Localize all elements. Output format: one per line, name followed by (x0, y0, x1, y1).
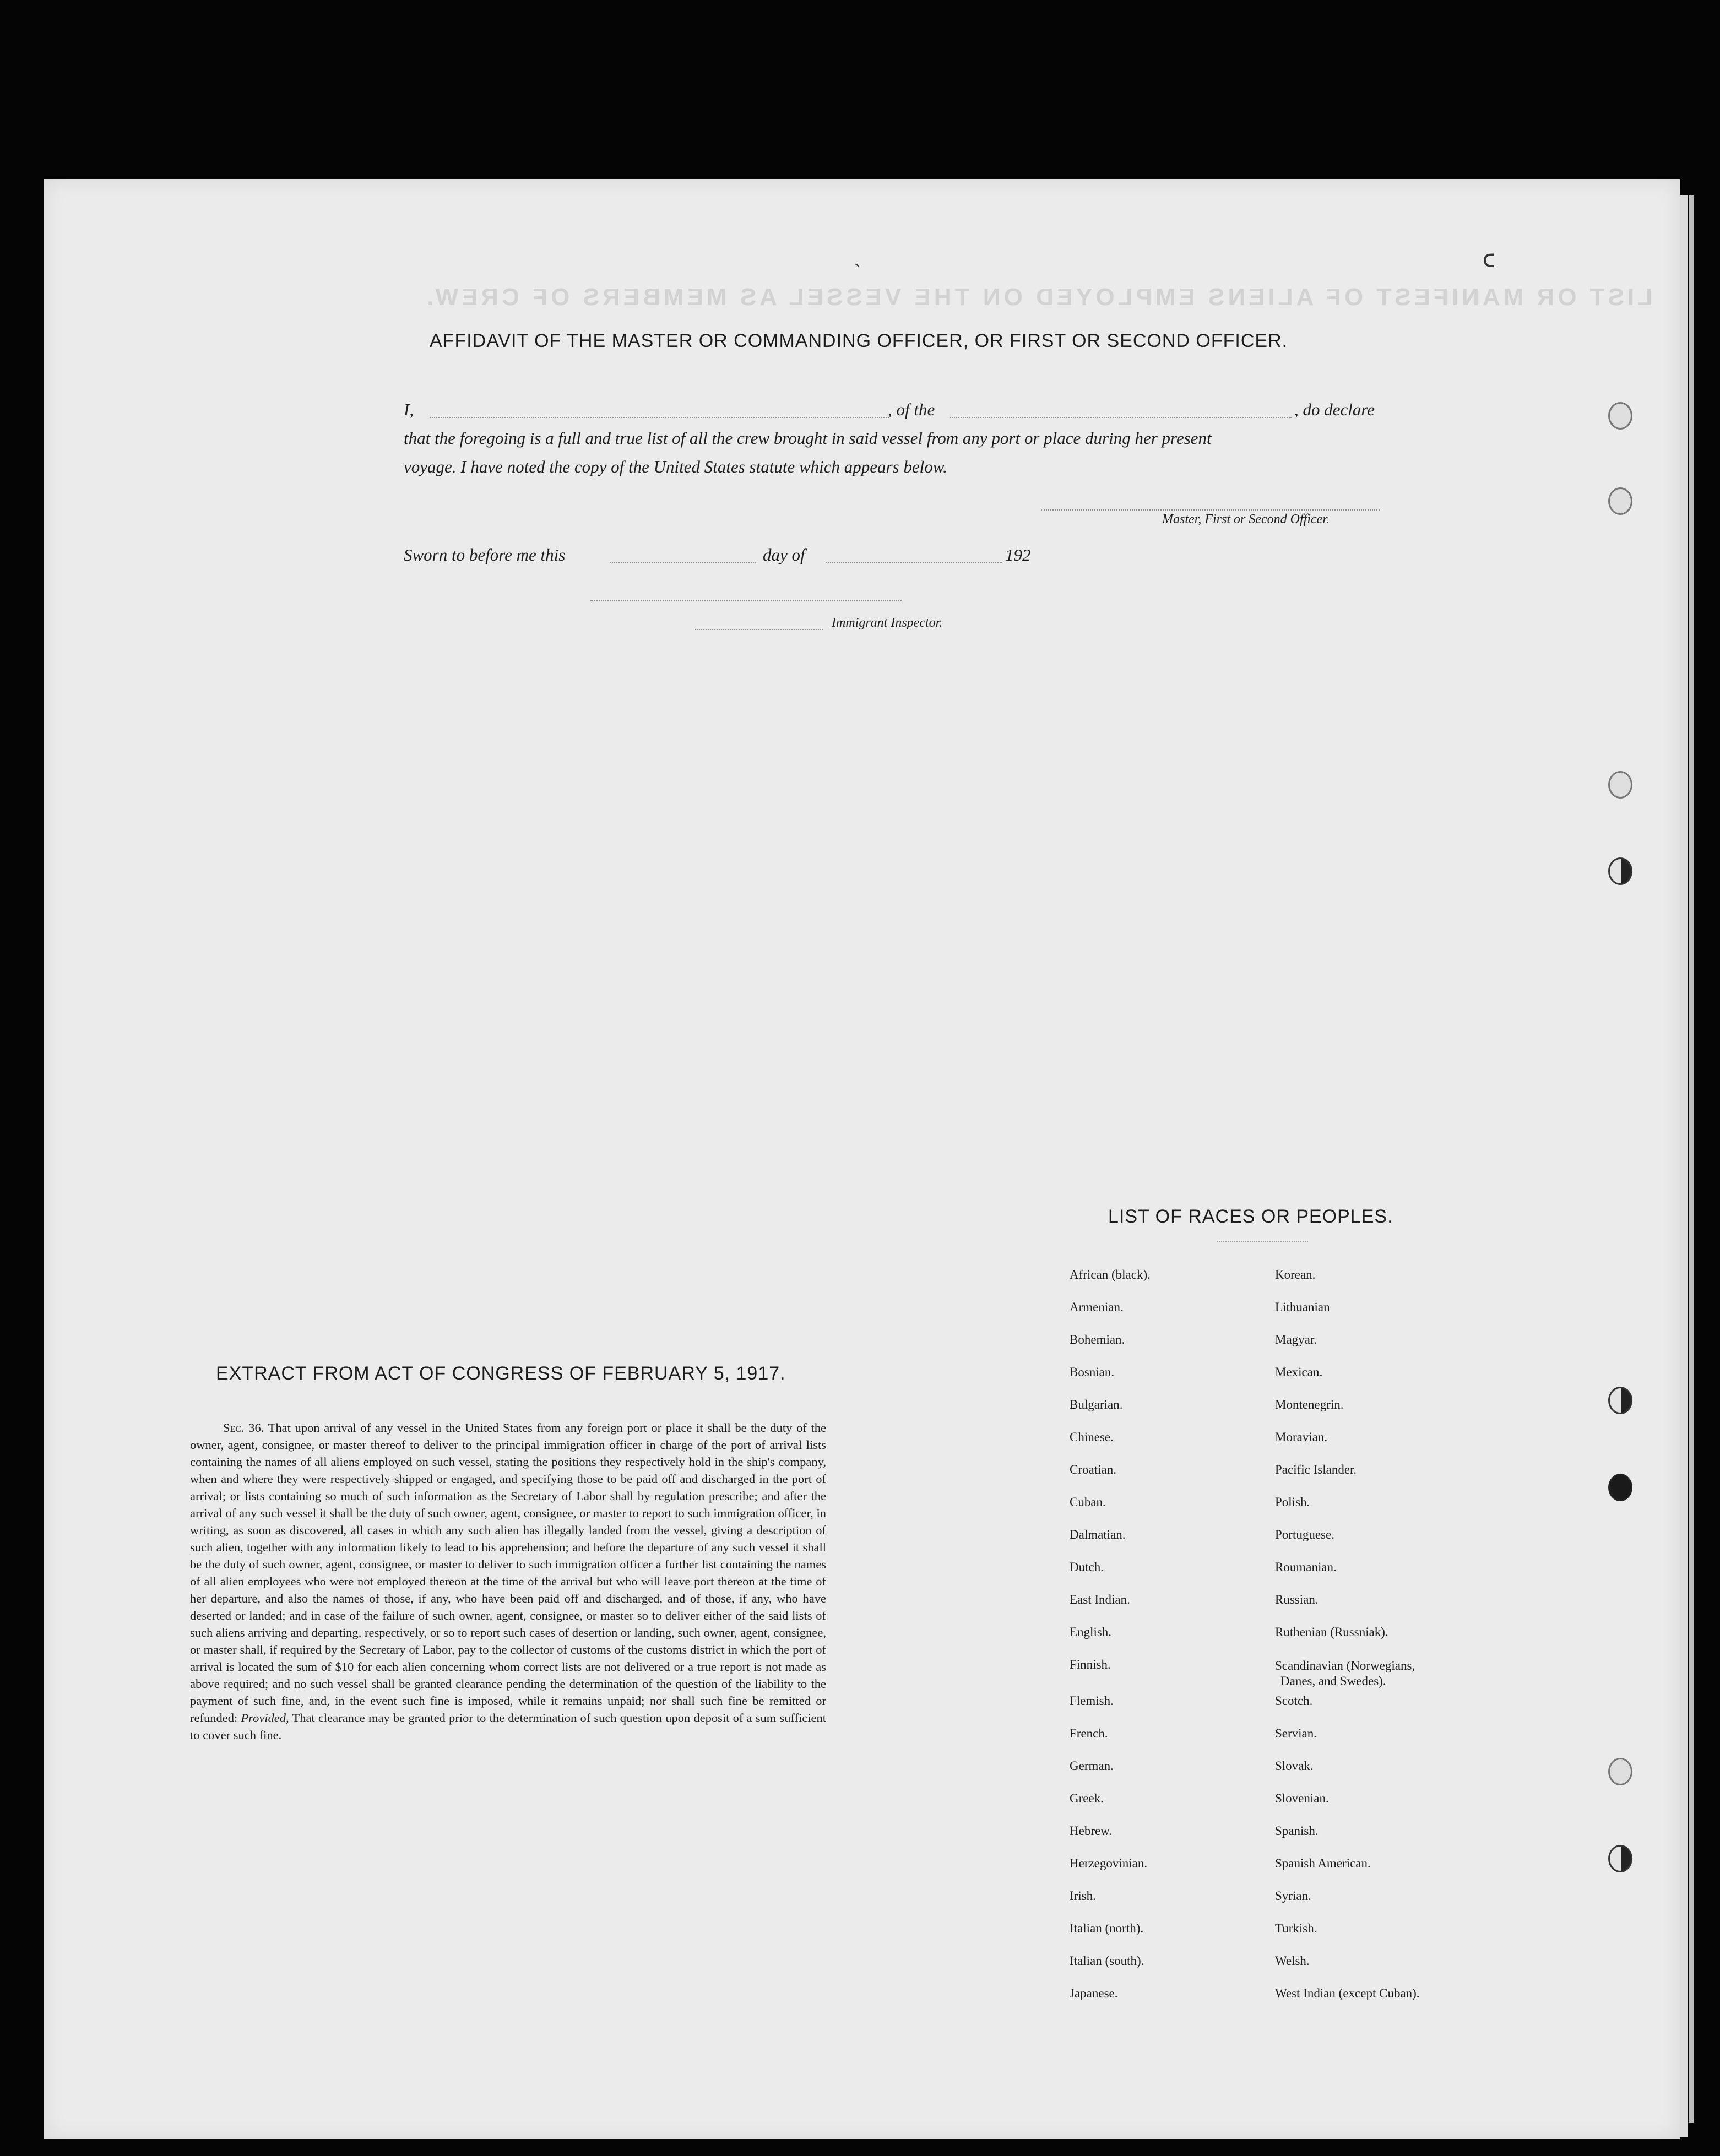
race-item: Russian. (1275, 1593, 1319, 1606)
race-item: Chinese. (1070, 1430, 1114, 1444)
race-item: Korean. (1275, 1268, 1316, 1281)
race-item: Syrian. (1275, 1889, 1311, 1903)
race-item: Spanish American. (1275, 1856, 1371, 1870)
race-item: Spanish. (1275, 1824, 1319, 1838)
page-edge (1680, 195, 1688, 2137)
race-item: Lithuanian (1275, 1300, 1330, 1314)
race-item: Portuguese. (1275, 1528, 1334, 1541)
page-edge-back (1689, 195, 1694, 2123)
extract-title: EXTRACT FROM ACT OF CONGRESS OF FEBRUARY 5, 1917. (216, 1363, 786, 1384)
affidavit-statement-line3: voyage. I have noted the copy of the United States statute which appears below. (404, 457, 947, 476)
race-item: Bulgarian. (1070, 1398, 1123, 1411)
inspector-caption: Immigrant Inspector. (832, 616, 943, 630)
of-the-label: , of the (888, 400, 935, 419)
race-item: English. (1070, 1625, 1112, 1639)
races-title-divider (1217, 1241, 1308, 1242)
race-item: Croatian. (1070, 1463, 1116, 1476)
race-item: Bosnian. (1070, 1365, 1115, 1379)
year-label: 192 (1005, 545, 1031, 564)
inspector-line-upper (590, 600, 902, 601)
binder-hole (1608, 857, 1632, 885)
race-item: Moravian. (1275, 1430, 1328, 1444)
race-item: Greek. (1070, 1791, 1104, 1805)
race-item: Dutch. (1070, 1560, 1104, 1574)
sworn-label: Sworn to before me this (404, 545, 566, 564)
race-item: Flemish. (1070, 1694, 1114, 1708)
race-item: Scandinavian (Norwegians, (1275, 1659, 1415, 1672)
race-item: Armenian. (1070, 1300, 1124, 1314)
inspector-signature-line (695, 629, 823, 630)
vessel-name-line (950, 417, 1292, 418)
race-item: Pacific Islander. (1275, 1463, 1357, 1476)
master-caption: Master, First or Second Officer. (1162, 512, 1330, 526)
race-item-continuation: Danes, and Swedes). (1280, 1674, 1386, 1688)
sworn-month-line (826, 562, 1002, 563)
binder-hole (1608, 1387, 1632, 1414)
declarant-name-line (430, 417, 887, 418)
binder-hole (1608, 487, 1632, 515)
declarant-label: I, (404, 400, 414, 419)
bleed-through-title: LIST OR MANIFEST OF ALIENS EMPLOYED ON THE VESSEL AS MEMBERS OF CREW. (423, 284, 1652, 311)
corner-mark: ᑦ (1482, 249, 1496, 285)
binder-hole (1608, 1845, 1632, 1872)
do-declare-label: , do declare (1294, 400, 1375, 419)
race-item: Mexican. (1275, 1365, 1323, 1379)
extract-provided: Provided, (241, 1711, 289, 1725)
race-item: Cuban. (1070, 1495, 1106, 1509)
race-item: Ruthenian (Russniak). (1275, 1625, 1388, 1639)
day-of-label: day of (763, 545, 805, 564)
race-item: Magyar. (1275, 1333, 1317, 1346)
race-item: Finnish. (1070, 1658, 1111, 1671)
binder-hole (1608, 1758, 1632, 1785)
races-title: LIST OF RACES OR PEOPLES. (1108, 1206, 1393, 1227)
section-label: Sec. 36. (223, 1421, 264, 1435)
master-signature-line (1041, 509, 1380, 511)
race-item: East Indian. (1070, 1593, 1130, 1606)
binder-hole (1608, 1474, 1632, 1501)
race-item: Slovak. (1275, 1759, 1314, 1773)
race-item: French. (1070, 1726, 1108, 1740)
extract-text-1: That upon arrival of any vessel in the United States from any foreign port or place it shall be the duty of the owner, agent, consignee, or master thereof to deliver to the principal immigration officer in charge of the port of arrival lists containing the names of all aliens employed on such vessel, stating the positions they respectively hold in the ship's company, when and where they were respectively shipped or engaged, and specifying those to be paid off and discharged in the port of arrival; or lists containing so much of such information as the Secretary of Labor shall by regulation prescribe; and after the arrival of any such vessel it shall be the duty of such owner, agent, consignee, or master to report to such immigration officer, in writing, as soon as discovered, all cases in which any such alien has illegally landed from the vessel, giving a description of such alien, together with any information likely to lead to his apprehension; and before the departure of any such vessel it shall be the duty of such owner, agent, consignee, or master to deliver to such immigration officer a further list containing the names of all alien employees who were not employed thereon at the time of the arrival but who will leave port thereon at the time of her departure, and also the names of those, if any, who have been paid off and discharged, and of those, if any, who have deserted or landed; and in case of the failure of such owner, agent, consignee, or master so to deliver either of the said lists of such aliens arriving and departing, respectively, or so to report such cases of desertion or landing, such owner, agent, consignee, or master shall, if required by the Secretary of Labor, pay to the collector of customs of the customs district in which the port of arrival is located the sum of $10 for each alien concerning whom correct lists are not delivered or a true report is not made as above required; and no such vessel shall be granted clearance pending the determination of the question of the liability to the payment of such fine, and, in the event such fine is imposed, while it remains unpaid; nor shall such fine be remitted or refunded: (190, 1421, 826, 1725)
sworn-day-line (610, 562, 756, 563)
race-item: Montenegrin. (1275, 1398, 1344, 1411)
race-item: Herzegovinian. (1070, 1856, 1148, 1870)
ink-mark: ˋ (854, 259, 861, 284)
race-item: Servian. (1275, 1726, 1317, 1740)
race-item: Polish. (1275, 1495, 1310, 1509)
race-item: Slovenian. (1275, 1791, 1329, 1805)
race-item: Welsh. (1275, 1954, 1310, 1968)
race-item: Japanese. (1070, 1986, 1118, 2000)
race-item: Turkish. (1275, 1921, 1317, 1935)
affidavit-title: AFFIDAVIT OF THE MASTER OR COMMANDING OFFICER, OR FIRST OR SECOND OFFICER. (430, 330, 1288, 351)
race-item: Bohemian. (1070, 1333, 1125, 1346)
race-item: Italian (south). (1070, 1954, 1144, 1968)
race-item: Roumanian. (1275, 1560, 1337, 1574)
race-item: Hebrew. (1070, 1824, 1113, 1838)
race-item: German. (1070, 1759, 1114, 1773)
race-item: African (black). (1070, 1268, 1151, 1281)
race-item: Irish. (1070, 1889, 1096, 1903)
race-item: Italian (north). (1070, 1921, 1144, 1935)
binder-hole (1608, 771, 1632, 799)
affidavit-statement-line2: that the foregoing is a full and true list of all the crew brought in said vessel from any port or place during her present (404, 428, 1212, 448)
extract-text-2: That clearance may be granted prior to the determination of such question upon deposit of a sum sufficient to cover such fine. (190, 1711, 826, 1742)
race-item: Dalmatian. (1070, 1528, 1126, 1541)
extract-body (190, 1419, 826, 1744)
race-item: West Indian (except Cuban). (1275, 1986, 1420, 2000)
binder-hole (1608, 402, 1632, 430)
race-item: Scotch. (1275, 1694, 1313, 1708)
